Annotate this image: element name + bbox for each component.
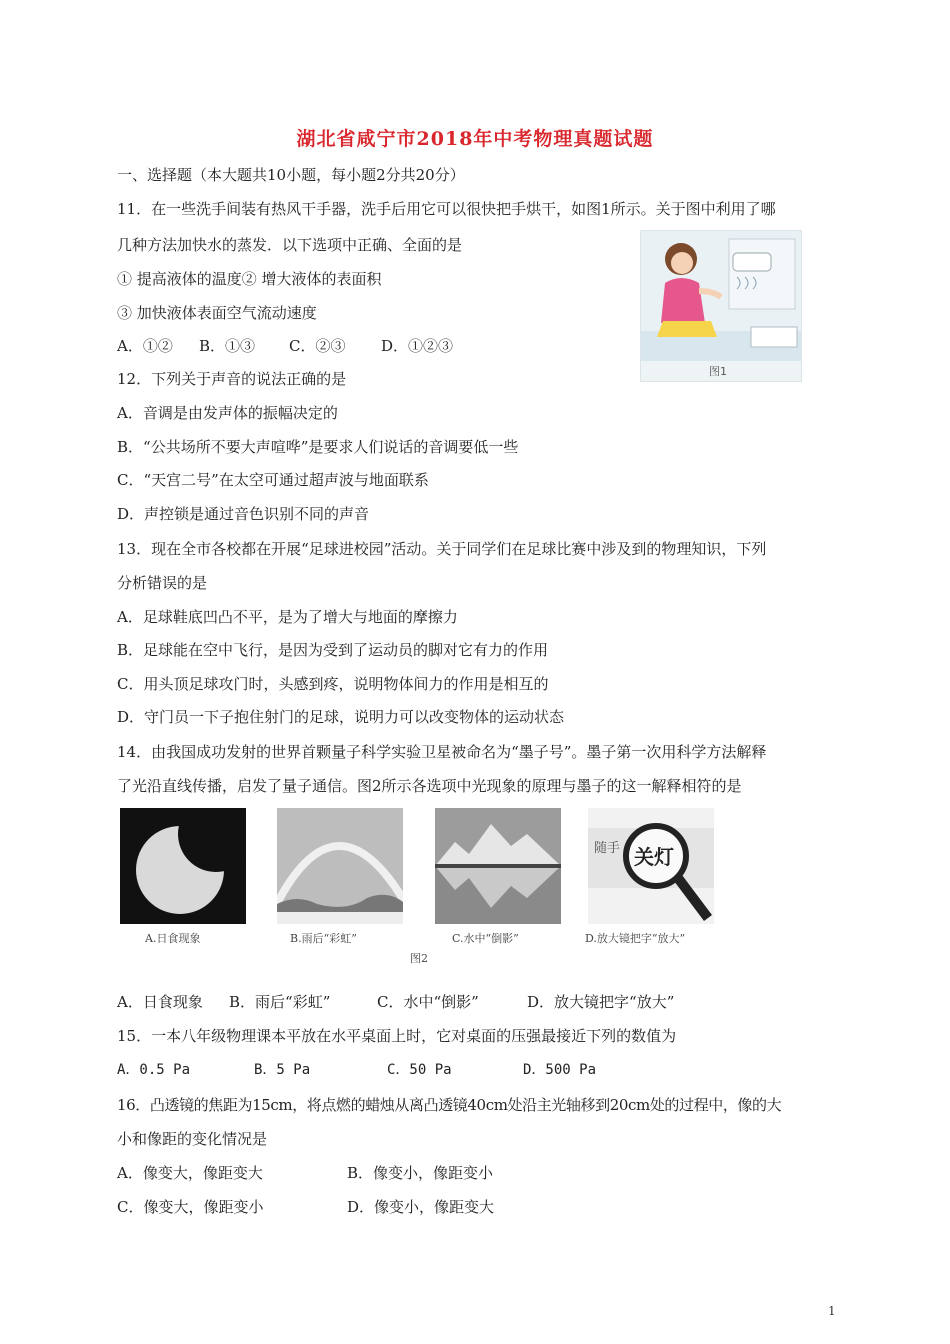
rainbow-image <box>277 808 403 924</box>
q13-stem-line1: 13．现在全市各校都在开展“足球进校园”活动。关于同学们在足球比赛中涉及到的物理知识，下列 <box>117 540 767 558</box>
q16-options-row1 <box>117 1162 493 1183</box>
q13-option-c: C．用头顶足球攻门时，头感到疼，说明物体间力的作用是相互的 <box>117 675 549 693</box>
sign-text: 随手 <box>594 841 621 856</box>
q12-option-a: A．音调是由发声体的振幅决定的 <box>117 404 338 422</box>
q13-option-d: D．守门员一下子抱住射门的足球，说明力可以改变物体的运动状态 <box>117 708 565 726</box>
q15-option-d: D．500 Pa <box>523 1062 597 1078</box>
q16-option-d: D．像变小，像距变大 <box>347 1198 495 1216</box>
figure-2-caption-c: C.水中“倒影” <box>452 932 519 945</box>
hand-dryer-illustration <box>641 231 801 361</box>
figure-2-caption-b: B.雨后“彩虹” <box>290 932 357 945</box>
q16-option-c: C．像变大，像距变小 <box>117 1198 264 1216</box>
q14-options <box>117 991 674 1012</box>
q16-stem-line2: 小和像距的变化情况是 <box>117 1130 268 1148</box>
q14-option-d: D．放大镜把字“放大” <box>527 993 675 1011</box>
q14-stem-line2: 了光沿直线传播，启发了量子通信。图2所示各选项中光现象的原理与墨子的这一解释相符的是 <box>117 777 742 795</box>
q11-stem-line2: 几种方法加快水的蒸发．以下选项中正确、全面的是 <box>117 236 463 254</box>
q12-stem: 12．下列关于声音的说法正确的是 <box>117 370 347 388</box>
q15-option-a: A．0.5 Pa <box>117 1062 191 1078</box>
q11-options <box>117 335 453 356</box>
page-number: 1 <box>828 1304 836 1318</box>
q15-stem: 15．一本八年级物理课本平放在水平桌面上时，它对桌面的压强最接近下列的数值为 <box>117 1027 677 1045</box>
figure-2-caption-a: A.日食现象 <box>145 932 201 945</box>
solar-eclipse-image <box>120 808 246 924</box>
q13-option-b: B．足球能在空中飞行，是因为受到了运动员的脚对它有力的作用 <box>117 641 549 659</box>
q11-option-b: B．①③ <box>199 337 256 355</box>
figure-1-hand-dryer <box>640 230 802 382</box>
q15-options <box>117 1059 596 1079</box>
q12-option-b: B．“公共场所不要大声喧哗”是要求人们说话的音调要低一些 <box>117 438 519 456</box>
q13-option-a: A．足球鞋底凹凸不平，是为了增大与地面的摩擦力 <box>117 608 458 626</box>
q14-option-b: B．雨后“彩虹” <box>229 993 331 1011</box>
q16-option-b: B．像变小，像距变小 <box>347 1164 494 1182</box>
magnifier-image <box>588 808 714 924</box>
q16-stem-line1: 16．凸透镜的焦距为15cm，将点燃的蜡烛从离凸透镜40cm处沿主光轴移到20cm处的过程中，像的大 <box>117 1096 782 1114</box>
page-title: 湖北省咸宁市2018年中考物理真题试题 <box>296 128 654 150</box>
q14-option-a: A．日食现象 <box>117 993 203 1011</box>
q11-option-c: C．②③ <box>289 337 346 355</box>
q15-option-b: B．5 Pa <box>254 1062 311 1078</box>
q14-option-c: C．水中“倒影” <box>377 993 479 1011</box>
q11-stem-line1: 11．在一些洗手间装有热风干手器，洗手后用它可以很快把手烘干，如图1所示。关于图中利用了哪 <box>117 200 776 218</box>
q11-option-a: A．①② <box>117 337 173 355</box>
figure-2-label: 图2 <box>410 952 428 965</box>
figure-1-caption: 图1 <box>709 365 727 378</box>
q11-item-1-2: ① 提高液体的温度② 增大液体的表面积 <box>117 270 382 288</box>
water-reflection-image <box>435 808 561 924</box>
q16-options-row2 <box>117 1196 494 1217</box>
q12-option-d: D．声控锁是通过音色识别不同的声音 <box>117 505 370 523</box>
q11-option-d: D．①②③ <box>381 337 454 355</box>
q11-item-3: ③ 加快液体表面空气流动速度 <box>117 304 317 322</box>
q15-option-c: C．50 Pa <box>387 1062 452 1078</box>
figure-2-caption-d: D.放大镜把字“放大” <box>585 932 686 945</box>
magnifier-text: 关灯 <box>634 845 674 869</box>
q13-stem-line2: 分析错误的是 <box>117 574 208 592</box>
q16-option-a: A．像变大，像距变大 <box>117 1164 263 1182</box>
section-heading: 一、选择题（本大题共10小题，每小题2分共20分） <box>117 166 465 184</box>
q12-option-c: C．“天宫二号”在太空可通过超声波与地面联系 <box>117 471 429 489</box>
q14-stem-line1: 14．由我国成功发射的世界首颗量子科学实验卫星被命名为“墨子号”。墨子第一次用科学方法解释 <box>117 743 767 761</box>
